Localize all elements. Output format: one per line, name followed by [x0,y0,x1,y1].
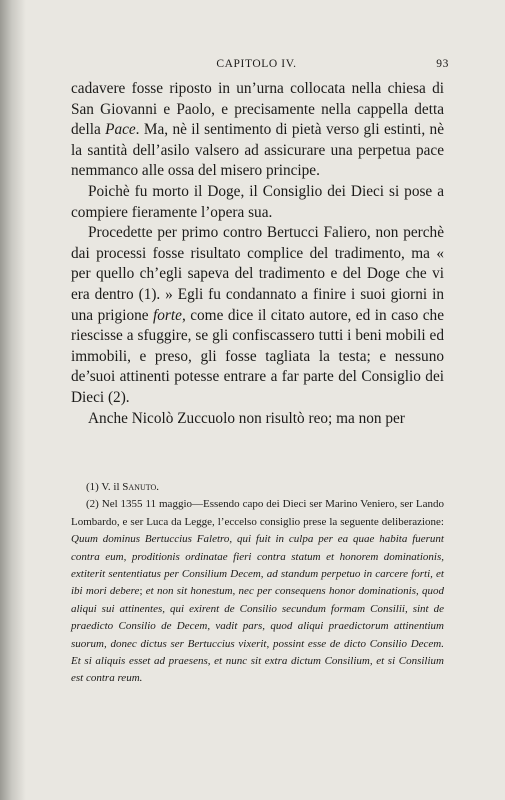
paragraph-1 [71,79,444,182]
text-run: (2) Nel 1355 11 maggio—Essendo capo dei Dieci ser Marino Veniero, ser Lando Lombardo, e ser Luca da Legge, l’eccelso consiglio prese la seguente deliberazione: [71,498,444,528]
footnote-1 [71,479,444,496]
text-run: cadavere fosse riposto in un’urna collocata nella chiesa di San Giovanni e Paolo, e precisamente nella cappella detta della [71,80,444,139]
text-run: Poichè fu morto il Doge, il Consiglio dei Dieci si pose a compiere fieramente l’opera sua. [71,182,444,221]
page-edge-shadow [0,0,26,800]
paragraph-3 [71,223,444,408]
text-run: , come dice il citato autore, ed in caso che riescisse a sfuggire, se gli confiscassero tutti i beni mobili ed immobili, e preso, gli fosse tagliata la testa; e nessuno de’suoi attinenti potesse entrare a far parte del Consiglio dei Dieci (2). [71,306,444,406]
footnotes [71,479,444,688]
running-header [64,58,449,74]
body-text [71,79,444,429]
text-run: ; [139,585,146,598]
text-run: Anche Nicolò Zuccuolo non risultò reo; ma non per [88,409,405,427]
paragraph-2 [71,182,444,223]
italic-text: Pace [105,121,136,139]
text-run: (1) V. il [86,481,123,493]
text-run: . [156,481,159,493]
text-run: Sanuto [122,481,157,493]
italic-text: forte [153,306,182,324]
page-number: 93 [436,58,449,70]
text-run: . Ma, nè il sentimento di pietà verso gli estinti, nè la santità dell’asilo valsero ad assicurare una perpetua pace nemmanco alle ossa del misero principe. [71,121,444,180]
italic-text: Quum dominus Bertuccius Faletro, qui fuit in culpa per ea quae habita fuerunt contra eum, proditionis ordinatae fieri contra statum et honorem dominationis, extiterit sententiatus per Consilium Decem, ad standum perpetuo in carcere forti, et ibi mori debere [71,533,444,598]
text-run: Procedette per primo contro Bertucci Faliero, non perchè dai processi fosse risultato complice del tradimento, ma « per quello ch’egli sapeva del tradimento e del Doge che vi era dentro (1). » Egli fu condannato a finire i suoi giorni in una prigione [71,224,444,324]
footnote-2 [71,496,444,687]
paragraph-4 [71,409,444,430]
italic-text: et non sit honestum, nec per consequens honor dominationis, quod aliqui sui attinentes, qui exirent de Consilio secundum formam Consilii, sint de praedicto Consilio de Decem, vadit pars, quod aliqui praedictorum attinentium suorum, donec dictus ser Bertuccius vixerit, possint esse de dicto Consilio Decem. Et si aliquis esset ad praesens, et nunc sit extra dictum Consilium, et si Consilium est contra reum. [71,585,444,685]
chapter-title: CAPITOLO IV. [216,58,297,70]
